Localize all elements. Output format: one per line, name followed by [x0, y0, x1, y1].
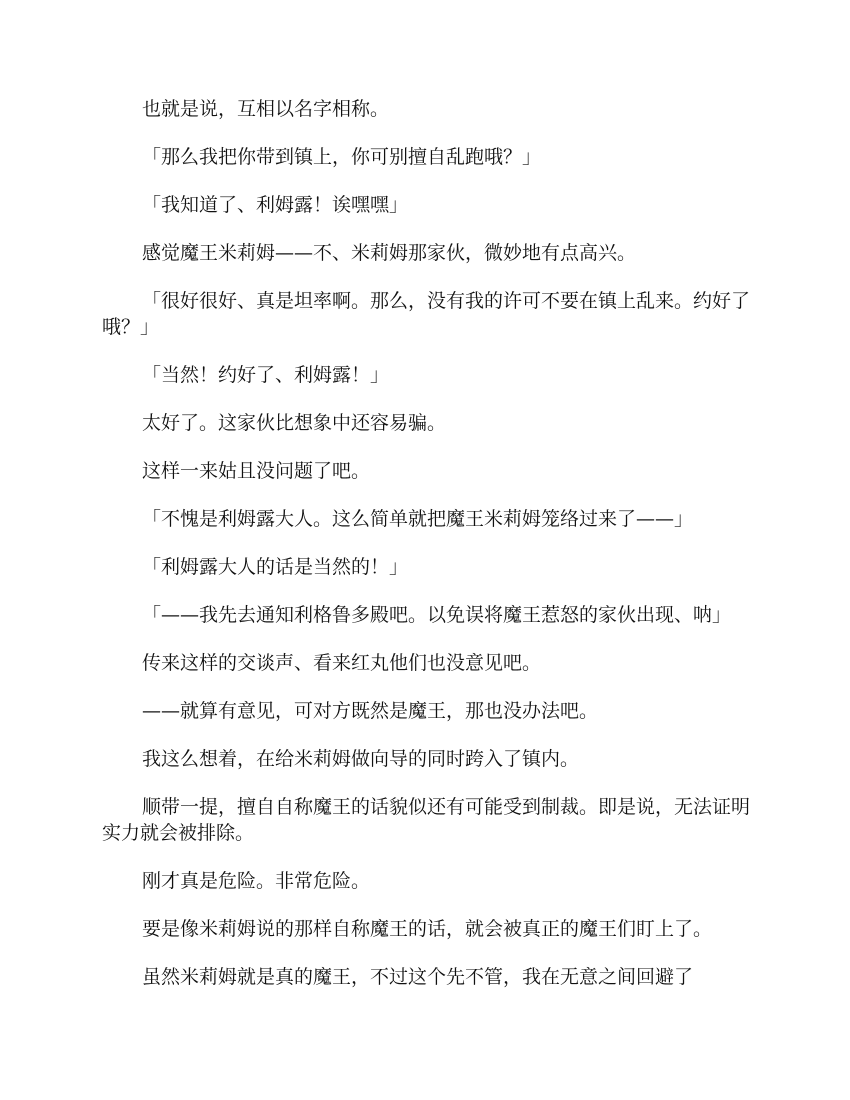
paragraph: 传来这样的交谈声、看来红丸他们也没意见吧。: [142, 652, 542, 674]
paragraph: 这样一来姑且没问题了吧。: [142, 460, 371, 482]
paragraph: 感觉魔王米莉姆——不、米莉姆那家伙，微妙地有点高兴。: [142, 242, 637, 264]
paragraph: 「——我先去通知利格鲁多殿吧。以免误将魔王惹怒的家伙出现、呐」: [142, 604, 732, 626]
paragraph: ——就算有意见，可对方既然是魔王，那也没办法吧。: [142, 700, 599, 722]
paragraph: 「很好很好、真是坦率啊。那么，没有我的许可不要在镇上乱来。约好了哦？」: [102, 290, 751, 338]
paragraph: 「我知道了、利姆露！诶嘿嘿」: [142, 194, 409, 216]
paragraph: 要是像米莉姆说的那样自称魔王的话，就会被真正的魔王们盯上了。: [142, 918, 713, 940]
paragraph: 「当然！约好了、利姆露！」: [142, 364, 390, 386]
paragraph: 「那么我把你带到镇上，你可别擅自乱跑哦？」: [142, 146, 542, 168]
document-body: [102, 96, 750, 1012]
paragraph: 也就是说，互相以名字相称。: [142, 98, 390, 120]
paragraph: 刚才真是危险。非常危险。: [142, 870, 371, 892]
paragraph: 「利姆露大人的话是当然的！」: [142, 556, 409, 578]
paragraph: 「不愧是利姆露大人。这么简单就把魔王米莉姆笼络过来了——」: [142, 508, 694, 530]
paragraph: 太好了。这家伙比想象中还容易骗。: [142, 412, 447, 434]
paragraph: 我这么想着，在给米莉姆做向导的同时跨入了镇内。: [142, 748, 580, 770]
paragraph: 顺带一提，擅自自称魔王的话貌似还有可能受到制裁。即是说，无法证明实力就会被排除。: [102, 796, 751, 844]
paragraph: 虽然米莉姆就是真的魔王，不过这个先不管，我在无意之间回避了: [142, 966, 694, 988]
